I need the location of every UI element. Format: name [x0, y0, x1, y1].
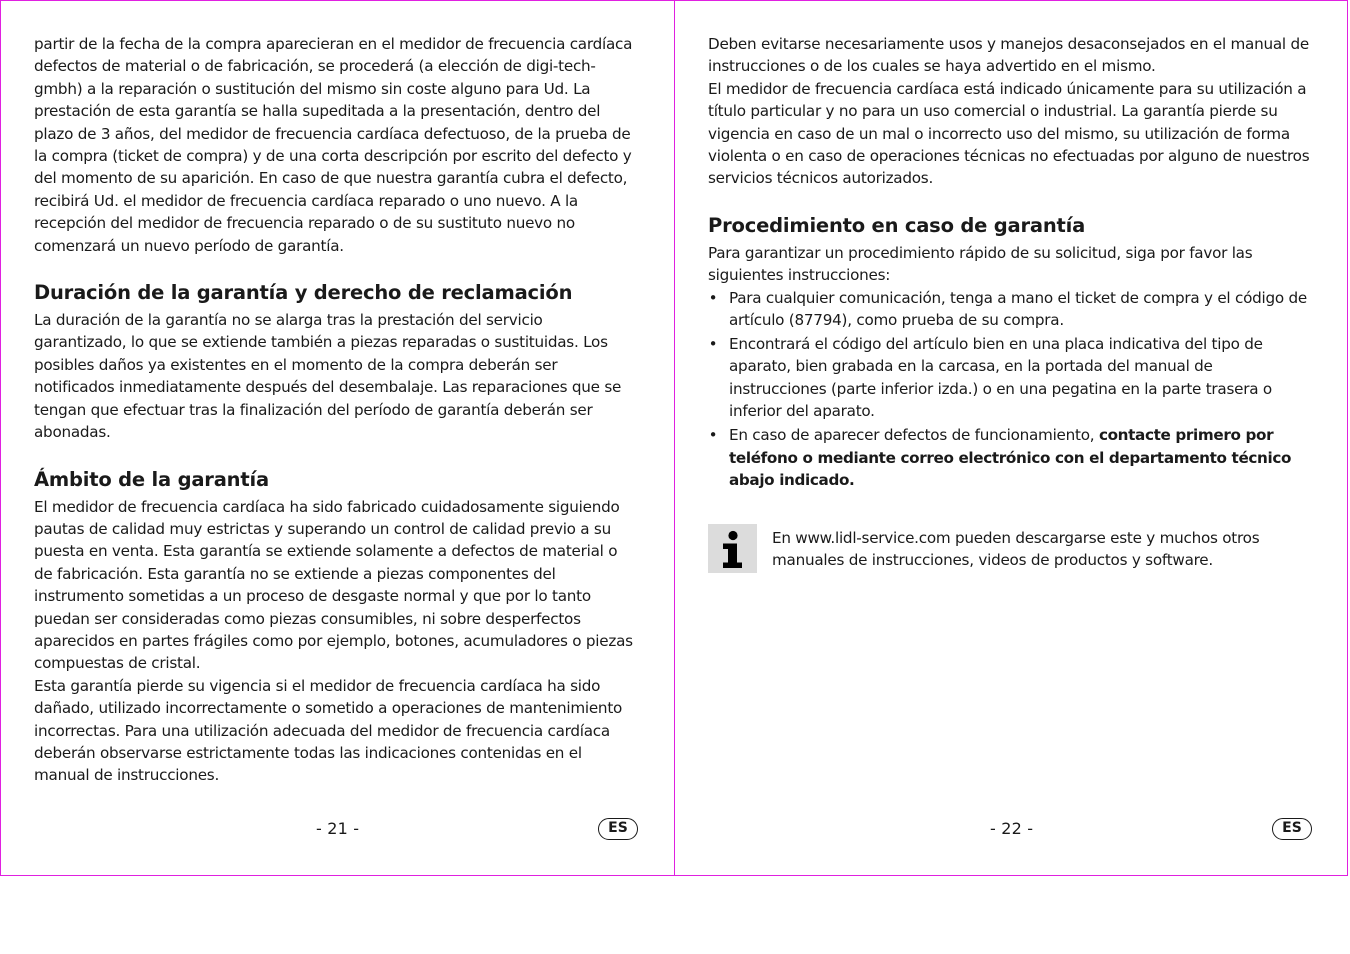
- left-footer: [34, 817, 640, 843]
- right-footer: [708, 817, 1314, 843]
- duration-paragraph: La duración de la garantía no se alarga tras la prestación del servicio garantizado, lo que se extiende también a piezas reparadas o sustituidas. Los posibles daños ya existentes en el momento de la compra deberán ser notificados inmediatamente después del desembalaje. Las reparaciones que se tengan que efectuar tras la finalización del período de garantía deberán ser abonadas.: [34, 311, 622, 442]
- list-item: [708, 424, 1314, 491]
- bullet-icon: •: [708, 288, 718, 307]
- left-page: [34, 33, 638, 787]
- procedure-heading: Procedimiento en caso de garantía: [708, 213, 1086, 237]
- page-number-right: - 22 -: [990, 819, 1034, 838]
- language-badge-left: ES: [598, 818, 638, 840]
- list-item-text: Para cualquier comunicación, tenga a mano el ticket de compra y el código de artículo (87794), como prueba de su compra.: [729, 288, 1307, 330]
- procedure-intro: Para garantizar un procedimiento rápido de su solicitud, siga por favor las siguientes instrucciones:: [708, 243, 1253, 285]
- list-item: [708, 287, 1314, 332]
- misuse-paragraph: Deben evitarse necesariamente usos y manejos desaconsejados en el manual de instrucciones o de los cuales se haya advertido en el mismo.: [708, 35, 1309, 76]
- procedure-list: [708, 287, 1314, 492]
- list-item-text: En caso de aparecer defectos de funcionamiento,: [729, 426, 1099, 445]
- bullet-icon: •: [708, 426, 718, 445]
- right-page: [708, 33, 1314, 570]
- bullet-icon: •: [708, 334, 718, 353]
- language-badge-right: ES: [1272, 818, 1312, 840]
- scope-heading: Ámbito de la garantía: [34, 467, 269, 491]
- scope-paragraph-1: El medidor de frecuencia cardíaca ha sido fabricado cuidadosamente siguiendo pautas de calidad muy estrictas y superando un control de calidad previo a su puesta en venta. Esta garantía se extiende solamente a defectos de material o de fabricación. Esta garantía no se extiende a piezas componentes del instrumento sometidas a un proceso de desgaste normal y que por lo tanto puedan ser consideradas como piezas consumibles, ni sobre desperfectos aparecidos en partes frágiles como por ejemplo, botones, acumuladores o piezas compuestas de cristal.: [34, 497, 633, 673]
- duration-heading: Duración de la garantía y derecho de reclamación: [34, 281, 573, 305]
- info-note-text: En www.lidl-service.com pueden descargarse este y muchos otros manuales de instrucciones, videos de productos y software.: [772, 529, 1260, 570]
- list-item-text: Encontrará el código del artículo bien en una placa indicativa del tipo de aparato, bien grabada en la carcasa, en la portada del manual de instrucciones (parte inferior izda.) o en una pegatina en la parte trasera o inferior del aparato.: [729, 334, 1272, 421]
- page-divider: [674, 0, 675, 876]
- list-item: [708, 333, 1314, 423]
- page-number-left: - 21 -: [316, 819, 360, 838]
- info-icon: [708, 524, 757, 573]
- private-use-paragraph: El medidor de frecuencia cardíaca está indicado únicamente para su utilización a título particular y no para un uso comercial o industrial. La garantía pierde su vigencia en caso de un mal o incorrecto uso del mismo, su utilización de forma violenta o en caso de operaciones técnicas no efectuadas por alguno de nuestros servicios técnicos autorizados.: [708, 79, 1310, 188]
- list-item-bold-text: contacte primero por teléfono o mediante correo electrónico con el departamento técnico abajo indicado.: [729, 426, 1292, 489]
- warranty-intro-paragraph: partir de la fecha de la compra aparecieran en el medidor de frecuencia cardíaca defectos de material o de fabricación, se procederá (a elección de digi-tech-gmbh) a la reparación o sustitución del mismo sin coste alguno para Ud. La prestación de esta garantía se halla supeditada a la presentación, dentro del plazo de 3 años, del medidor de frecuencia cardíaca defectuoso, de la prueba de la compra (ticket de compra) y de una corta descripción por escrito del defecto y del momento de su aparición. En caso de que nuestra garantía cubra el defecto, recibirá Ud. el medidor de frecuencia cardíaca reparado o uno nuevo. A la recepción del medidor de frecuencia reparado o de su sustituto nuevo no comenzará un nuevo período de garantía.: [34, 35, 633, 255]
- scope-paragraph-2: Esta garantía pierde su vigencia si el medidor de frecuencia cardíaca ha sido dañado, utilizado incorrectamente o sometido a operaciones de mantenimiento incorrectas. Para una utilización adecuada del medidor de frecuencia cardíaca deberán observarse estrictamente todas las indicaciones contenidas en el manual de instrucciones.: [34, 676, 623, 785]
